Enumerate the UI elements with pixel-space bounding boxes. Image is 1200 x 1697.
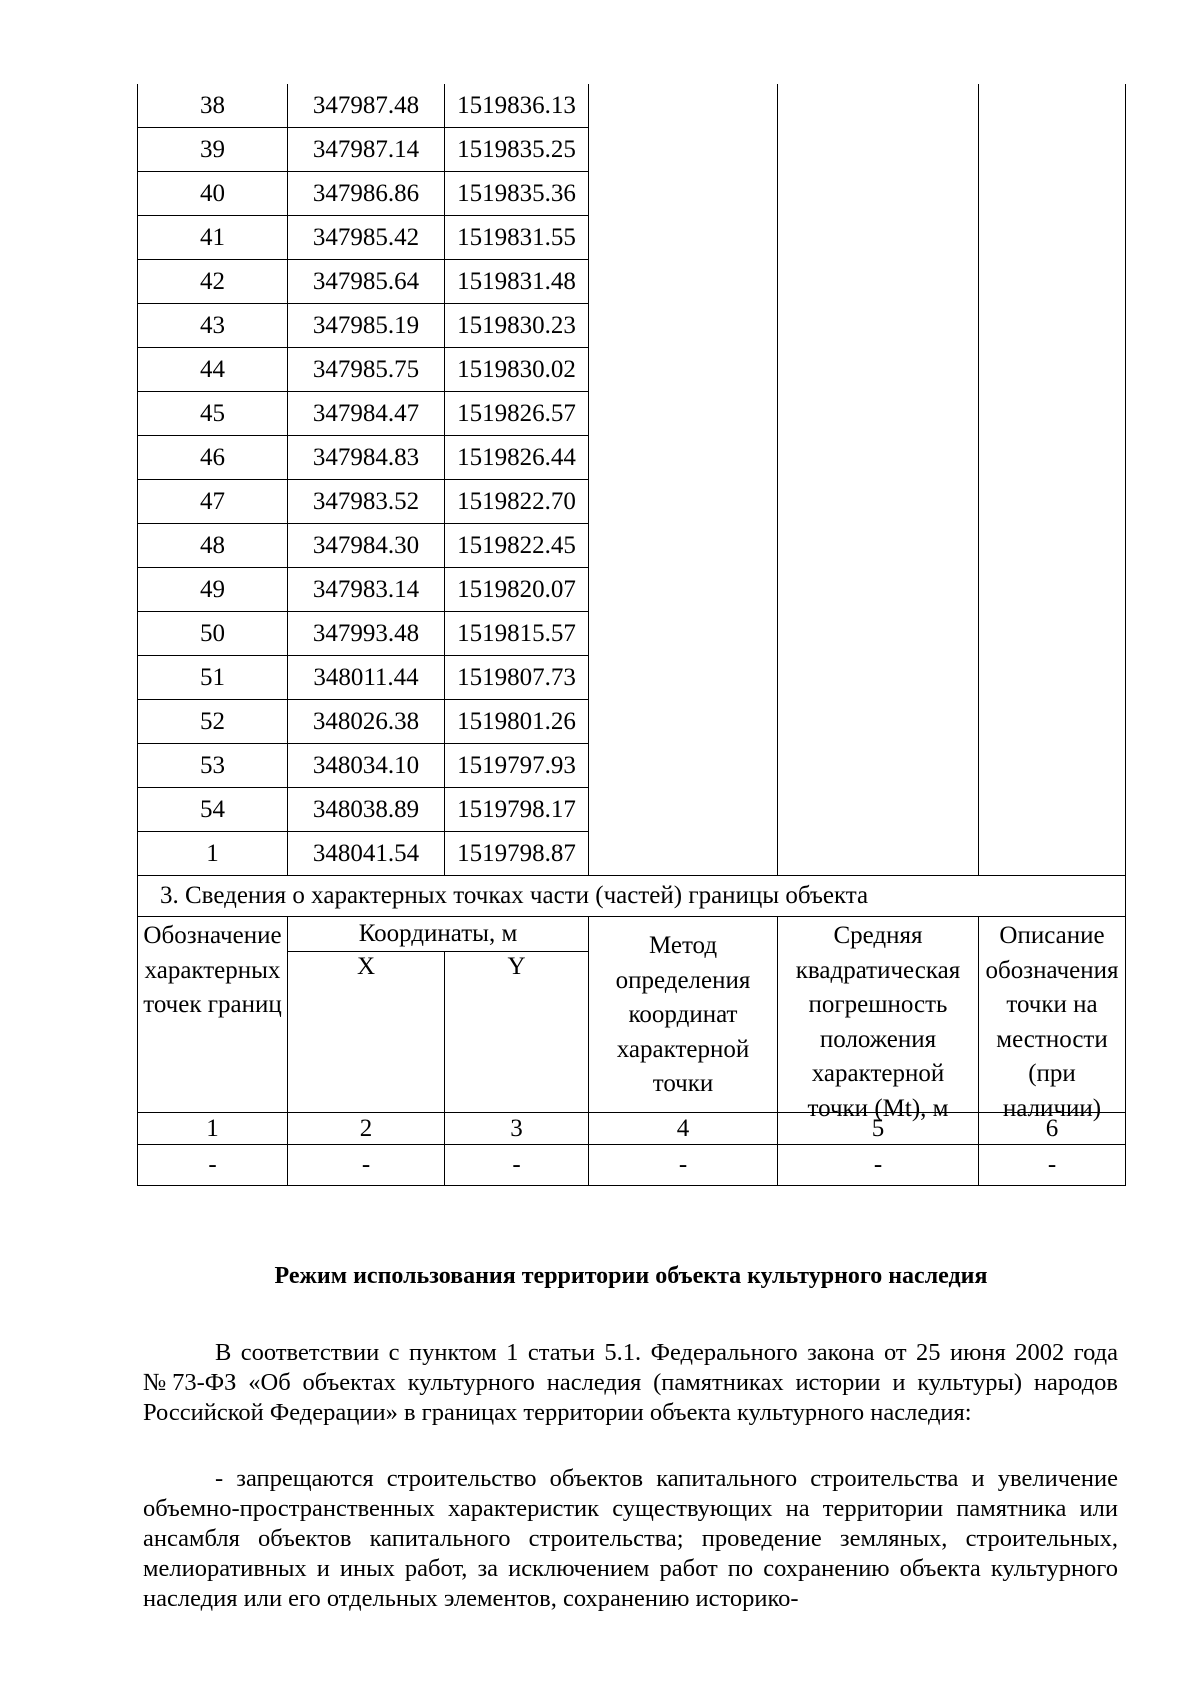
coordinates-table-body xyxy=(138,84,1126,876)
empty-cell xyxy=(589,480,778,524)
table-row xyxy=(138,744,1126,788)
empty-cell xyxy=(979,788,1126,832)
table-row xyxy=(138,348,1126,392)
empty-cell xyxy=(589,700,778,744)
header-coordinates: Координаты, м xyxy=(288,917,589,952)
table-row xyxy=(138,392,1126,436)
empty-cell xyxy=(589,392,778,436)
empty-cell xyxy=(979,436,1126,480)
table-row xyxy=(138,436,1126,480)
column-number: 4 xyxy=(589,1113,778,1145)
empty-cell xyxy=(778,436,979,480)
x-coordinate: 347984.83 xyxy=(288,436,445,480)
point-number: 48 xyxy=(138,524,288,568)
empty-cell xyxy=(589,524,778,568)
point-number: 46 xyxy=(138,436,288,480)
empty-cell xyxy=(778,656,979,700)
paragraph-prohibitions: - запрещаются строительство объектов капитального строительства и увеличение объемно-пространственных характеристик существующих на территории памятника или ансамбля объектов капитального строительства; проведение земляных, строительных, мелиоративных и иных работ, за исключением работ по сохранению объекта культурного наследия или его отдельных элементов, сохранению историко- xyxy=(143,1465,1118,1612)
empty-cell xyxy=(778,832,979,876)
table-row xyxy=(138,304,1126,348)
paragraph-law-reference: В соответствии с пунктом 1 статьи 5.1. Федерального закона от 25 июня 2002 года №73-ФЗ «Об объектах культурного наследия (памятниках истории и культуры) народов Российской Федерации» в границах территории объекта культурного наследия: xyxy=(143,1339,1118,1426)
empty-cell xyxy=(589,832,778,876)
column-numbers-row xyxy=(138,1113,1126,1145)
header-method: Метод определения координат характерной точки xyxy=(589,917,778,1113)
header-error: Средняя квадратическая погрешность положения характерной точки (Mt), м xyxy=(778,917,979,1113)
empty-cell xyxy=(979,392,1126,436)
dash-cell: - xyxy=(778,1145,979,1186)
column-number: 3 xyxy=(445,1113,589,1145)
table-row xyxy=(138,216,1126,260)
y-coordinate: 1519820.07 xyxy=(445,568,589,612)
empty-cell xyxy=(979,700,1126,744)
empty-cell xyxy=(589,568,778,612)
dash-cell: - xyxy=(589,1145,778,1186)
x-coordinate: 347993.48 xyxy=(288,612,445,656)
empty-cell xyxy=(589,304,778,348)
point-number: 54 xyxy=(138,788,288,832)
dash-cell: - xyxy=(138,1145,288,1186)
empty-cell xyxy=(778,260,979,304)
point-number: 49 xyxy=(138,568,288,612)
y-coordinate: 1519822.70 xyxy=(445,480,589,524)
x-coordinate: 348011.44 xyxy=(288,656,445,700)
dash-cell: - xyxy=(979,1145,1126,1186)
table-row xyxy=(138,480,1126,524)
table-row xyxy=(138,84,1126,128)
y-coordinate: 1519822.45 xyxy=(445,524,589,568)
table-row xyxy=(138,700,1126,744)
empty-cell xyxy=(589,216,778,260)
x-coordinate: 348038.89 xyxy=(288,788,445,832)
empty-cell xyxy=(589,436,778,480)
y-coordinate: 1519807.73 xyxy=(445,656,589,700)
y-coordinate: 1519830.23 xyxy=(445,304,589,348)
y-coordinate: 1519835.25 xyxy=(445,128,589,172)
empty-cell xyxy=(979,348,1126,392)
point-number: 42 xyxy=(138,260,288,304)
empty-cell xyxy=(589,656,778,700)
point-number: 44 xyxy=(138,348,288,392)
empty-cell xyxy=(979,832,1126,876)
y-coordinate: 1519826.44 xyxy=(445,436,589,480)
point-number: 50 xyxy=(138,612,288,656)
y-coordinate: 1519815.57 xyxy=(445,612,589,656)
empty-cell xyxy=(589,128,778,172)
header-description: Описание обозначения точки на местности (при наличии) xyxy=(979,917,1126,1113)
y-coordinate: 1519798.87 xyxy=(445,832,589,876)
x-coordinate: 347987.48 xyxy=(288,84,445,128)
y-coordinate: 1519797.93 xyxy=(445,744,589,788)
point-number: 40 xyxy=(138,172,288,216)
coordinates-table xyxy=(137,84,1126,1186)
empty-cell xyxy=(979,260,1126,304)
point-number: 1 xyxy=(138,832,288,876)
empty-cell xyxy=(778,84,979,128)
section-title: 3. Сведения о характерных точках части (частей) границы объекта xyxy=(138,876,1126,917)
empty-cell xyxy=(589,348,778,392)
empty-cell xyxy=(589,260,778,304)
y-coordinate: 1519831.55 xyxy=(445,216,589,260)
empty-cell xyxy=(979,172,1126,216)
column-number: 1 xyxy=(138,1113,288,1145)
point-number: 47 xyxy=(138,480,288,524)
x-coordinate: 347987.14 xyxy=(288,128,445,172)
empty-cell xyxy=(778,524,979,568)
empty-cell xyxy=(778,700,979,744)
table-row xyxy=(138,656,1126,700)
x-coordinate: 347986.86 xyxy=(288,172,445,216)
x-coordinate: 347984.30 xyxy=(288,524,445,568)
header-x: X xyxy=(288,952,445,1113)
x-coordinate: 347985.75 xyxy=(288,348,445,392)
x-coordinate: 348041.54 xyxy=(288,832,445,876)
empty-cell xyxy=(589,612,778,656)
point-number: 52 xyxy=(138,700,288,744)
point-number: 43 xyxy=(138,304,288,348)
table-row xyxy=(138,832,1126,876)
y-coordinate: 1519801.26 xyxy=(445,700,589,744)
empty-cell xyxy=(778,128,979,172)
point-number: 38 xyxy=(138,84,288,128)
empty-cell xyxy=(979,84,1126,128)
x-coordinate: 347985.19 xyxy=(288,304,445,348)
point-number: 53 xyxy=(138,744,288,788)
x-coordinate: 348034.10 xyxy=(288,744,445,788)
empty-cell xyxy=(778,348,979,392)
empty-cell xyxy=(778,568,979,612)
empty-cell xyxy=(979,568,1126,612)
empty-data-row xyxy=(138,1145,1126,1186)
header-designation: Обозначение характерных точек границ xyxy=(138,917,288,1113)
empty-cell xyxy=(979,744,1126,788)
column-number: 2 xyxy=(288,1113,445,1145)
empty-cell xyxy=(778,392,979,436)
empty-cell xyxy=(778,216,979,260)
empty-cell xyxy=(589,172,778,216)
y-coordinate: 1519830.02 xyxy=(445,348,589,392)
x-coordinate: 347985.64 xyxy=(288,260,445,304)
point-number: 51 xyxy=(138,656,288,700)
point-number: 41 xyxy=(138,216,288,260)
section-heading: Режим использования территории объекта культурного наследия xyxy=(274,1263,988,1289)
x-coordinate: 347983.14 xyxy=(288,568,445,612)
empty-cell xyxy=(778,172,979,216)
empty-cell xyxy=(979,304,1126,348)
x-coordinate: 347984.47 xyxy=(288,392,445,436)
empty-cell xyxy=(589,744,778,788)
empty-cell xyxy=(979,128,1126,172)
point-number: 45 xyxy=(138,392,288,436)
point-number: 39 xyxy=(138,128,288,172)
empty-cell xyxy=(778,744,979,788)
table-row xyxy=(138,128,1126,172)
table-row xyxy=(138,568,1126,612)
y-coordinate: 1519835.36 xyxy=(445,172,589,216)
table-row xyxy=(138,172,1126,216)
x-coordinate: 348026.38 xyxy=(288,700,445,744)
empty-cell xyxy=(778,304,979,348)
y-coordinate: 1519826.57 xyxy=(445,392,589,436)
table-row xyxy=(138,260,1126,304)
empty-cell xyxy=(979,480,1126,524)
empty-cell xyxy=(589,84,778,128)
table-row xyxy=(138,524,1126,568)
column-number: 6 xyxy=(979,1113,1126,1145)
table-row xyxy=(138,788,1126,832)
empty-cell xyxy=(589,788,778,832)
empty-cell xyxy=(979,612,1126,656)
column-number: 5 xyxy=(778,1113,979,1145)
x-coordinate: 347985.42 xyxy=(288,216,445,260)
empty-cell xyxy=(979,216,1126,260)
dash-cell: - xyxy=(288,1145,445,1186)
y-coordinate: 1519798.17 xyxy=(445,788,589,832)
dash-cell: - xyxy=(445,1145,589,1186)
empty-cell xyxy=(778,788,979,832)
table-row xyxy=(138,612,1126,656)
empty-cell xyxy=(778,612,979,656)
empty-cell xyxy=(979,656,1126,700)
empty-cell xyxy=(778,480,979,524)
y-coordinate: 1519831.48 xyxy=(445,260,589,304)
header-y: Y xyxy=(445,952,589,1113)
y-coordinate: 1519836.13 xyxy=(445,84,589,128)
x-coordinate: 347983.52 xyxy=(288,480,445,524)
empty-cell xyxy=(979,524,1126,568)
